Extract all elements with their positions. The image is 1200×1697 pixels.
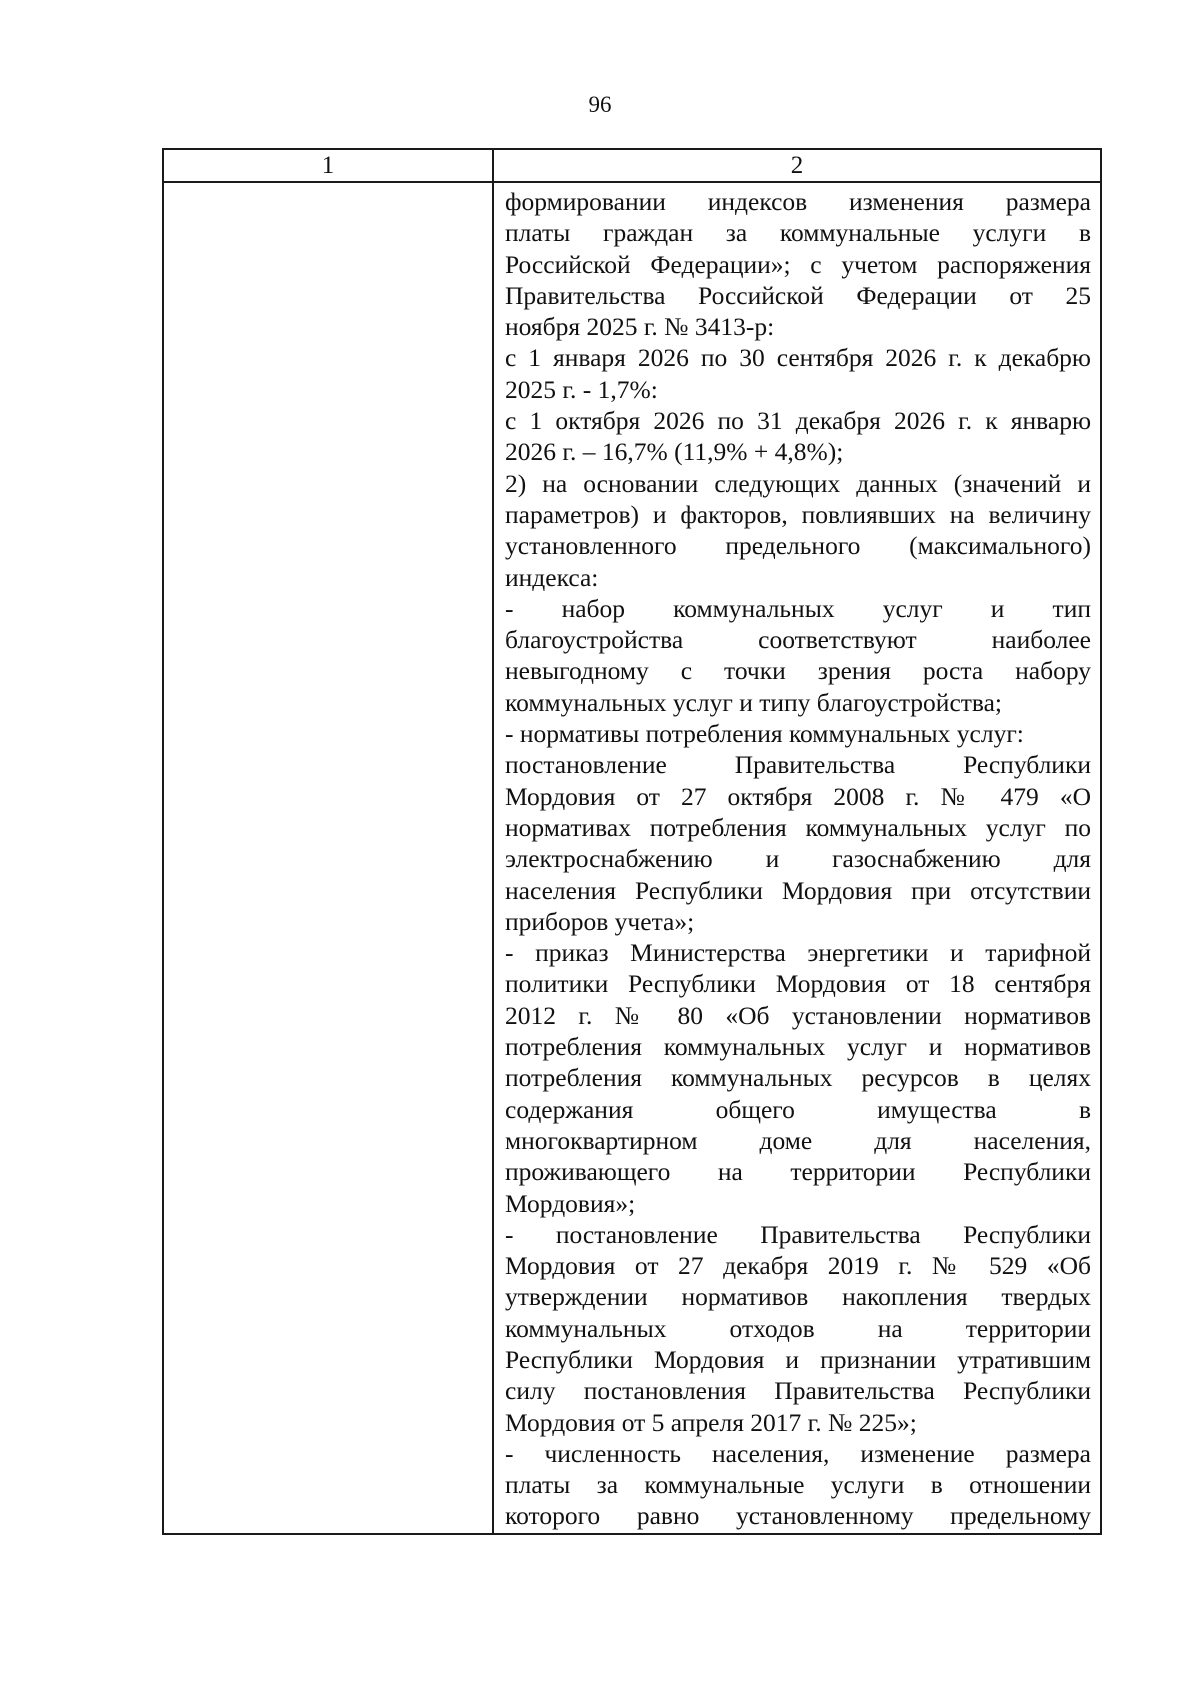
text-line: электроснабжению и газоснабжению для (505, 844, 1091, 874)
text-line: населения Республики Мордовия при отсутствии (505, 875, 1091, 905)
text-line: содержания общего имущества в (505, 1094, 1091, 1124)
text-line: - нормативы потребления коммунальных услуг: (505, 719, 1024, 749)
text-line: благоустройства соответствуют наиболее (505, 625, 1091, 655)
text-line: платы граждан за коммунальные услуги в (505, 218, 1091, 248)
text-line: потребления коммунальных услуг и нормативов (505, 1032, 1091, 1062)
text-line: которого равно установленному предельному (505, 1501, 1091, 1531)
text-line: платы за коммунальные услуги в отношении (505, 1470, 1091, 1500)
text-line: - набор коммунальных услуг и тип (505, 593, 1091, 623)
text-line: с 1 января 2026 по 30 сентября 2026 г. к декабрю (505, 343, 1091, 373)
column-header-1: 1 (163, 149, 493, 182)
text-line: утверждении нормативов накопления твердых (505, 1282, 1091, 1312)
text-line: силу постановления Правительства Республики (505, 1376, 1091, 1406)
text-line: приборов учета»; (505, 906, 695, 936)
text-line: 2026 г. – 16,7% (11,9% + 4,8%); (505, 437, 844, 467)
text-line: установленного предельного (максимального) (505, 531, 1091, 561)
text-line: - постановление Правительства Республики (505, 1219, 1091, 1249)
table-header-row (163, 149, 1101, 182)
text-line: политики Республики Мордовия от 18 сентября (505, 969, 1091, 999)
text-line: Мордовия»; (505, 1188, 636, 1218)
text-line: невыгодному с точки зрения роста набору (505, 656, 1091, 686)
text-line: параметров) и факторов, повлиявших на величину (505, 499, 1091, 529)
text-line: потребления коммунальных ресурсов в целях (505, 1063, 1091, 1093)
text-line: формировании индексов изменения размера (505, 187, 1091, 216)
page-number: 96 (588, 92, 612, 117)
column-2-text (494, 183, 1100, 1532)
text-line: Республики Мордовия и признании утратившим (505, 1344, 1091, 1374)
text-line: коммунальных отходов на территории (505, 1313, 1091, 1343)
text-line: Российской Федерации»; с учетом распоряжения (505, 249, 1091, 279)
text-line: ноября 2025 г. № 3413-р: (505, 312, 775, 342)
text-line: нормативах потребления коммунальных услуг по (505, 812, 1091, 842)
text-line: проживающего на территории Республики (505, 1157, 1091, 1187)
text-line: Мордовия от 27 декабря 2019 г. № 529 «Об (505, 1251, 1091, 1281)
text-line: 2012 г. № 80 «Об установлении нормативов (505, 1000, 1091, 1030)
text-line: 2025 г. - 1,7%: (505, 374, 658, 404)
column-1-text (164, 183, 492, 186)
text-line: Мордовия от 5 апреля 2017 г. № 225»; (505, 1407, 917, 1437)
text-line: постановление Правительства Республики (505, 750, 1091, 780)
table-cell-column-1 (163, 182, 493, 1534)
text-line: коммунальных услуг и типу благоустройства; (505, 687, 1003, 717)
text-line: Мордовия от 27 октября 2008 г. № 479 «О (505, 781, 1091, 811)
table-cell-column-2 (493, 182, 1101, 1534)
document-table (162, 148, 1102, 1535)
text-line: 2) на основании следующих данных (значений и (505, 468, 1091, 498)
text-line: многоквартирном доме для населения, (505, 1125, 1091, 1155)
text-line: индекса: (505, 562, 599, 592)
column-header-2: 2 (493, 149, 1101, 182)
text-line: с 1 октября 2026 по 31 декабря 2026 г. к январю (505, 406, 1091, 436)
text-line: Правительства Российской Федерации от 25 (505, 280, 1091, 310)
table-row (163, 182, 1101, 1534)
text-line: - приказ Министерства энергетики и тарифной (505, 938, 1091, 968)
text-line: - численность населения, изменение размера (505, 1438, 1091, 1468)
